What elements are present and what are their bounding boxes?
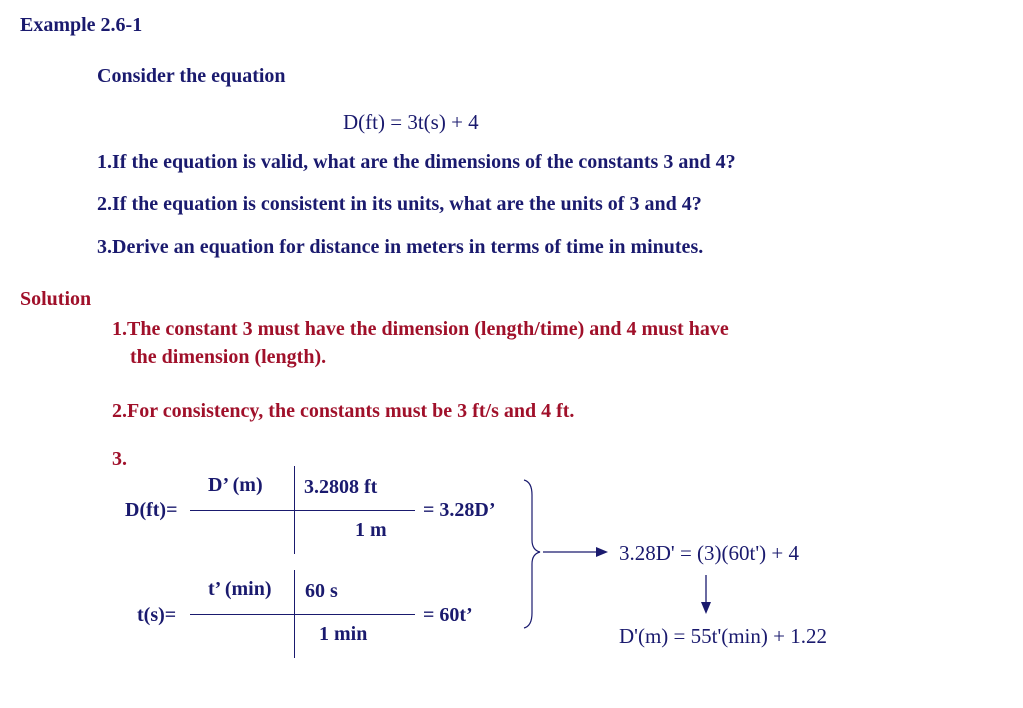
conversion-d-top-right: 3.2808 ft [304,476,378,498]
right-brace-icon [524,480,540,628]
solution-1-line1: 1.The constant 3 must have the dimension (length/time) and 4 must have [112,318,729,340]
derived-equation-2: D'(m) = 55t'(min) + 1.22 [619,624,827,648]
right-arrow-icon [596,547,608,557]
conversion-t-bottom-right: 1 min [319,623,368,645]
question-1: 1.If the equation is valid, what are the dimensions of the constants 3 and 4? [97,151,736,173]
conversion-t-top-right: 60 s [305,580,338,602]
conversion-d-result: = 3.28D’ [423,499,496,521]
question-3: 3.Derive an equation for distance in meters in terms of time in minutes. [97,236,704,258]
conversion-t-top-left: t’ (min) [208,578,272,600]
solution-3-label: 3. [112,448,127,470]
conversion-t-lhs: t(s)= [137,604,177,626]
solution-1-line2: the dimension (length). [130,346,327,368]
question-2: 2.If the equation is consistent in its units, what are the units of 3 and 4? [97,193,702,215]
derived-equation-1: 3.28D' = (3)(60t') + 4 [619,541,799,565]
conversion-t-result: = 60t’ [423,604,473,626]
main-equation: D(ft) = 3t(s) + 4 [343,110,479,134]
down-arrow-icon [701,602,711,614]
conversion-d-top-left: D’ (m) [208,474,263,496]
solution-heading: Solution [20,288,92,310]
conversion-d-lhs: D(ft)= [125,499,178,521]
solution-2: 2.For consistency, the constants must be 3 ft/s and 4 ft. [112,400,575,422]
example-title: Example 2.6-1 [20,14,143,36]
conversion-d-bottom-right: 1 m [355,519,387,541]
intro-text: Consider the equation [97,65,286,87]
